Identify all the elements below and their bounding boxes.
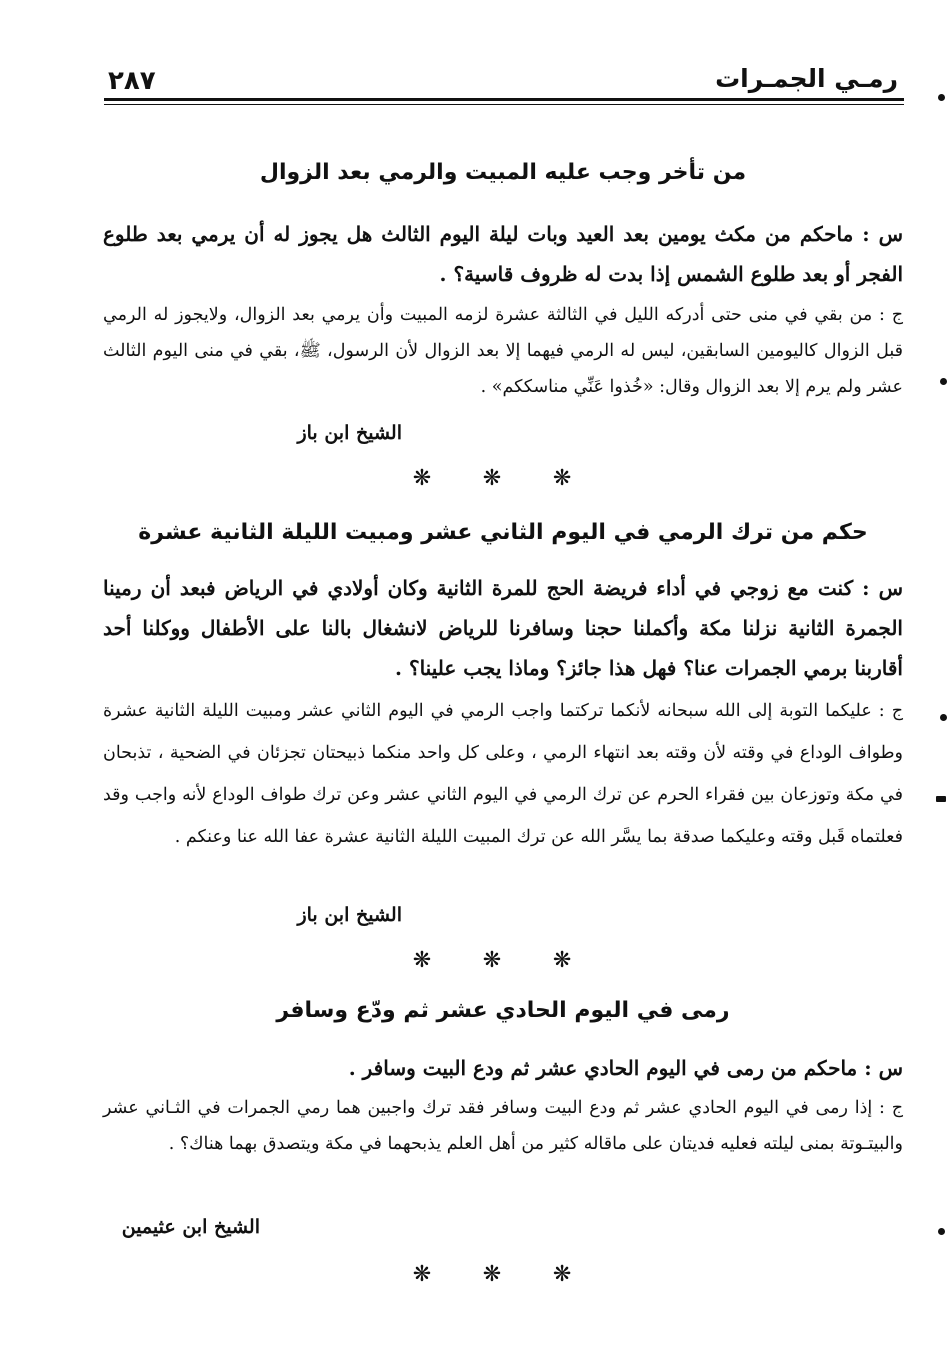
answer-text: ج : إذا رمى في اليوم الحادي عشر ثم ودع البيت وسافر فقد ترك واجبين هما رمي الجمرات في الثـاني عشر والبيتـوتة بمنى ليلته فعليه فديتان على ماقاله كثير من أهل العلم يذبحهما في مكة ويتصدق بهما هناك؟ . (103, 1098, 903, 1154)
edge-mark (938, 1228, 945, 1235)
running-title: رمـي الجمـرات (715, 64, 898, 93)
section-separator: ❋ ❋ ❋ (412, 466, 594, 491)
section-heading: من تأخر وجب عليه المبيت والرمي بعد الزوال (259, 160, 747, 185)
edge-mark (940, 714, 947, 721)
answer-text: ج : عليكما التوبة إلى الله سبحانه لأنكما تركتما واجب الرمي في اليوم الثاني عشر ومبيت الليلة الثانية عشرة وطواف الوداع في وقته لأن وقته بعد انتهاء الرمي ، وعلى كل واحد منكما ذبيحتان تجزئان في الضحية ، تذبحان في مكة وتوزعان بين فقراء الحرم عن ترك الرمي في اليوم الثاني عشر وعن ترك طواف الوداع لأنه واجب وقد فعلتماه قَبل وقته وعليكما صدقة بما يسَّر الله عن ترك المبيت الليلة الثانية عشرة عفا الله عنا وعنكم . (103, 701, 903, 847)
edge-mark (938, 94, 945, 101)
question-text: س : ماحكم من رمى في اليوم الحادي عشر ثم ودع البيت وسافر . (348, 1056, 903, 1080)
header-rule-thick (104, 98, 904, 101)
question-text: س : ماحكم من مكث يومين بعد العيد وبات ليلة اليوم الثالث هل يجوز له أن يرمي بعد طلوع الفجر أو بعد طلوع الشمس إذا بدت له ظروف قاسية؟ . (103, 222, 903, 286)
section-heading: حكم من ترك الرمي في اليوم الثاني عشر ومبيت الليلة الثانية عشرة (138, 520, 868, 545)
edge-mark (940, 378, 947, 385)
answer-text: ج : من بقي في منى حتى أدركه الليل في الثالثة عشرة لزمه المبيت وأن يرمي بعد الزوال، ولايجوز له الرمي قبل الزوال كاليومين السابقين، ليس له الرمي فيهما إلا بعد الزوال لأن الرسول، ﷺ، بقي في منى اليوم الثالث عشر ولم يرم إلا بعد الزوال وقال: «خُذوا عَنِّي مناسككم» . (103, 305, 903, 397)
question-text: س : كنت مع زوجي في أداء فريضة الحج للمرة الثانية وكان أولادي في الرياض فبعد أن رمينا الجمرة الثانية نزلنا مكة وأكملنا حجنا وسافرنا للرياض لانشغال بالنا على الأطفال ووكلنا أحد أقاربنا برمي الجمرات عنا؟ فهل هذا جائز؟ وماذا يجب علينا؟ . (103, 576, 903, 680)
section-heading: رمى في اليوم الحادي عشر ثم ودّع وسافر (276, 998, 730, 1023)
page-number: ٢٨٧ (108, 66, 156, 96)
edge-mark (936, 796, 946, 802)
signature: الشيخ ابن باز (297, 422, 402, 444)
header-rule-thin (104, 104, 904, 105)
signature: الشيخ ابن باز (297, 904, 402, 926)
section-separator: ❋ ❋ ❋ (412, 1262, 594, 1287)
signature: الشيخ ابن عثيمين (121, 1216, 260, 1238)
section-separator: ❋ ❋ ❋ (412, 948, 594, 973)
